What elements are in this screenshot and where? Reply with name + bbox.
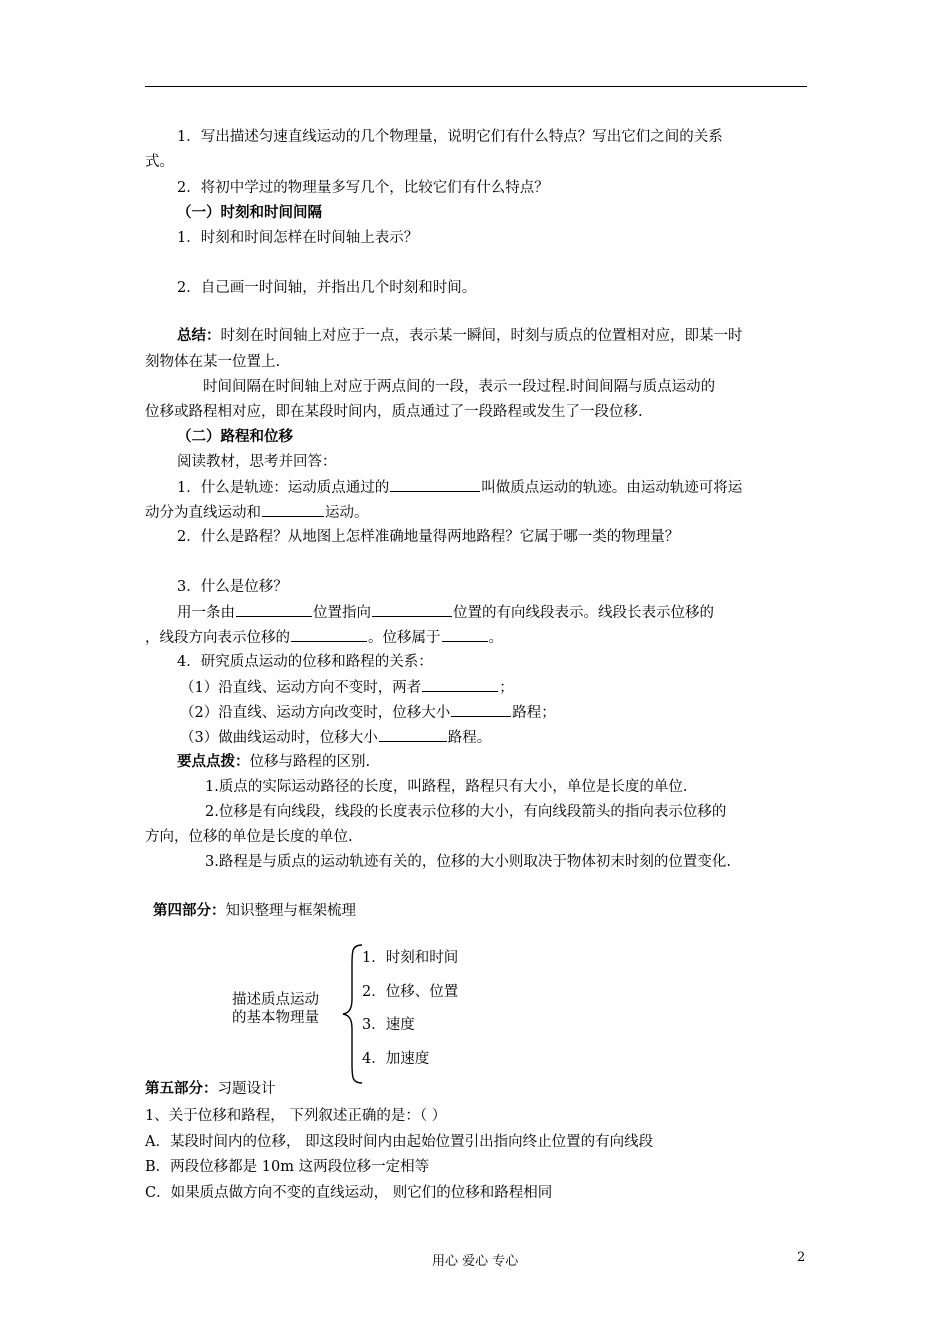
- time-question-2: 2．自己画一时间轴，并指出几个时刻和时间。: [177, 280, 477, 296]
- exercise-1-option-a: A．某段时间内的位移， 即这段时间内由起始位置引出指向终止位置的有向线段: [145, 1134, 654, 1150]
- trajectory-question-cont: 动分为直线运动和 运动。: [145, 502, 369, 523]
- displacement-definition: 用一条由 位置指向 位置的有向线段表示。线段长表示位移的: [177, 602, 714, 623]
- exercise-1-option-c: C．如果质点做方向不变的直线运动， 则它们的位移和路程相同: [145, 1185, 553, 1201]
- diagram-item: 3．速度: [362, 1017, 415, 1033]
- answer-blank[interactable]: [451, 702, 511, 717]
- diagram-item: 2．位移、位置: [362, 984, 459, 1000]
- displacement-question: 3．什么是位移？: [177, 579, 288, 595]
- reading-instruction: 阅读教材，思考并回答：: [177, 454, 337, 470]
- summary-line-3: 时间间隔在时间轴上对应于两点间的一段，表示一段过程.时间间隔与质点运动的: [203, 379, 716, 395]
- exercise-1-question: 1、关于位移和路程， 下列叙述正确的是：（ ）: [145, 1108, 447, 1124]
- key-point-2: 2.位移是有向线段，线段的长度表示位移的大小，有向线段箭头的指向表示位移的: [205, 804, 727, 820]
- answer-blank[interactable]: [372, 602, 452, 617]
- answer-blank[interactable]: [422, 677, 498, 692]
- exercise-1-option-b: B．两段位移都是 10m 这两段位移一定相等: [145, 1159, 430, 1175]
- diagram-item: 4．加速度: [362, 1051, 430, 1067]
- summary-line-2: 刻物体在某一位置上.: [145, 354, 281, 370]
- page-number: 2: [797, 1250, 806, 1265]
- diagram-item: 1．时刻和时间: [362, 950, 459, 966]
- part-four-heading: 第四部分：知识整理与框架梳理: [153, 902, 356, 919]
- section-heading-displacement: （二）路程和位移: [177, 428, 293, 445]
- question-1: 1．写出描述匀速直线运动的几个物理量，说明它们有什么特点？写出它们之间的关系: [177, 129, 723, 145]
- displacement-definition-cont: ，线段方向表示位移的 。位移属于 。: [145, 627, 503, 648]
- diagram-label-line-2: 的基本物理量: [232, 1010, 319, 1026]
- question-2: 2．将初中学过的物理量多写几个，比较它们有什么特点？: [177, 180, 549, 196]
- trajectory-question: 1．什么是轨迹：运动质点通过的 叫做质点运动的轨迹。由运动轨迹可将运: [177, 477, 742, 498]
- key-points: 要点点拨：位移与路程的区别.: [177, 753, 371, 770]
- key-point-1: 1.质点的实际运动路径的长度，叫路程，路程只有大小，单位是长度的单位.: [205, 779, 688, 795]
- relation-item-3: （3）做曲线运动时，位移大小 路程。: [180, 727, 491, 748]
- answer-blank[interactable]: [379, 727, 447, 742]
- answer-blank[interactable]: [442, 627, 488, 642]
- header-rule: [145, 86, 807, 87]
- answer-blank[interactable]: [236, 602, 312, 617]
- key-points-label: 要点点拨：: [177, 753, 250, 770]
- question-1-cont: 式。: [145, 154, 174, 170]
- summary-line-1: [177, 326, 743, 346]
- distance-question: 2．什么是路程？从地图上怎样准确地量得两地路程？它属于哪一类的物理量？: [177, 529, 680, 545]
- time-question-1: 1．时刻和时间怎样在时间轴上表示？: [177, 230, 419, 246]
- summary-line-4: 位移或路程相对应，即在某段时间内，质点通过了一段路程或发生了一段位移.: [145, 404, 643, 420]
- summary-text: 时刻在时间轴上对应于一点，表示某一瞬间，时刻与质点的位置相对应，即某一时: [220, 328, 743, 344]
- key-point-2-cont: 方向，位移的单位是长度的单位.: [145, 829, 353, 845]
- relation-question: 4．研究质点运动的位移和路程的关系：: [177, 654, 433, 670]
- answer-blank[interactable]: [390, 477, 480, 492]
- relation-item-1: （1）沿直线、运动方向不变时，两者 ；: [180, 677, 514, 698]
- relation-item-2: （2）沿直线、运动方向改变时，位移大小 路程；: [180, 702, 556, 723]
- section-heading-time: （一）时刻和时间间隔: [177, 204, 322, 221]
- answer-blank[interactable]: [291, 627, 367, 642]
- answer-blank[interactable]: [262, 502, 324, 517]
- summary-label: 总结：: [177, 327, 221, 344]
- diagram-label-line-1: 描述质点运动: [232, 992, 319, 1008]
- part-five-heading: 第五部分：习题设计: [145, 1080, 276, 1097]
- footer-motto: 用心 爱心 专心: [432, 1254, 519, 1269]
- key-point-3: 3.路程是与质点的运动轨迹有关的，位移的大小则取决于物体初末时刻的位置变化.: [205, 854, 731, 870]
